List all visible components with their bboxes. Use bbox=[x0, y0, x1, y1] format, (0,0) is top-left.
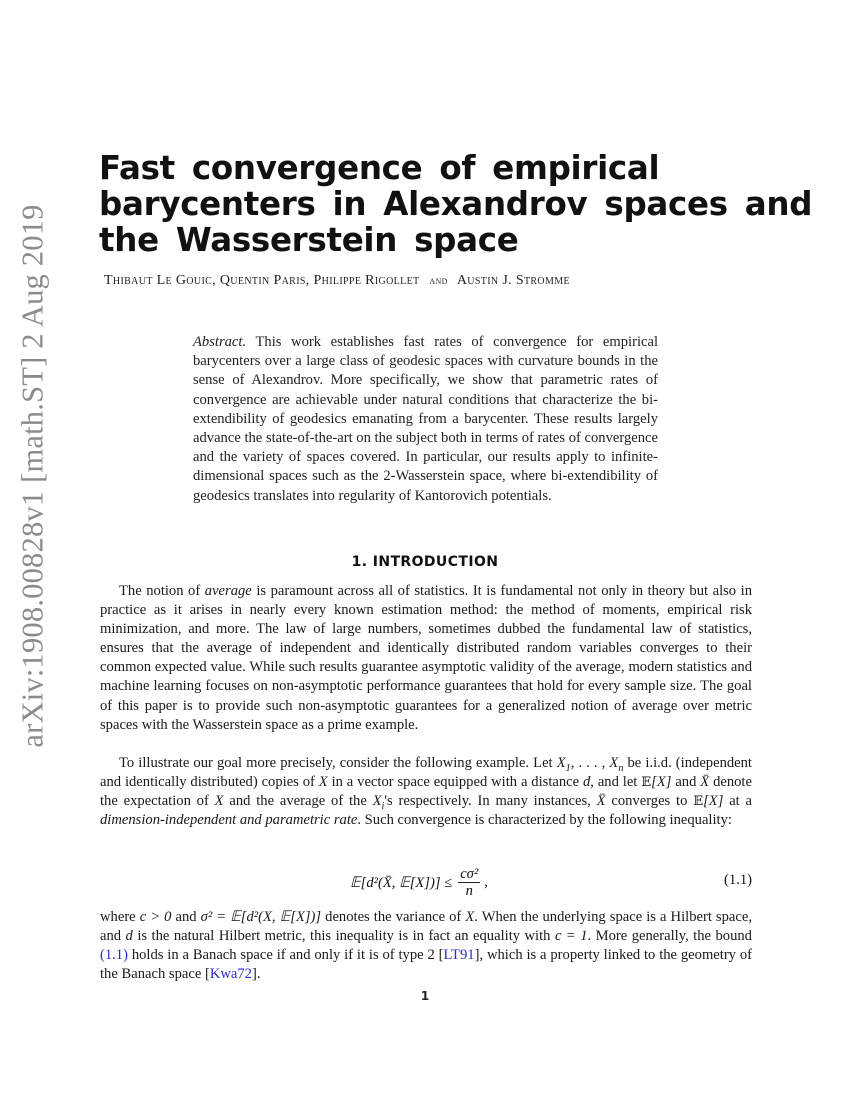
math-xn bbox=[609, 755, 624, 774]
math-x: X bbox=[465, 909, 475, 925]
math-xi bbox=[372, 793, 385, 813]
title-line-1: Fast convergence of empirical bbox=[99, 149, 660, 187]
math-symbol: X bbox=[372, 793, 382, 810]
intro-paragraph-1 bbox=[100, 582, 752, 735]
equation-body bbox=[350, 866, 488, 899]
text-run: The notion of bbox=[119, 583, 205, 599]
math-variance-def: σ² = 𝔼[d²(X, 𝔼[X])] bbox=[200, 909, 322, 925]
text-run: and bbox=[671, 774, 701, 791]
text-run: is the natural Hilbert metric, this inequality is in fact an equality with bbox=[132, 928, 555, 945]
text-run: be i.i.d. (independent and identically distributed) copies of bbox=[100, 755, 752, 791]
paper-title bbox=[99, 149, 813, 259]
arxiv-sidebar bbox=[15, 204, 50, 748]
author-list bbox=[104, 273, 724, 289]
math-expectation-arg: [X] bbox=[651, 774, 672, 791]
paragraph-text bbox=[100, 582, 752, 735]
equation-number: (1.1) bbox=[724, 872, 752, 888]
math-d: d bbox=[125, 928, 133, 945]
abstract-label: Abstract. bbox=[193, 334, 247, 350]
math-subscript: i bbox=[381, 801, 385, 813]
intro-paragraph-3 bbox=[100, 908, 752, 984]
authors-part-1: Thibaut Le Gouic, Quentin Paris, Philippe Rigollet bbox=[104, 273, 420, 288]
equation-1-1 bbox=[100, 866, 752, 899]
text-run: at a bbox=[723, 793, 753, 810]
bracket: ] bbox=[474, 947, 480, 964]
text-run: . More generally, the bound bbox=[587, 928, 752, 945]
emphasis-average: average bbox=[204, 583, 252, 599]
citation-link-kwa72[interactable]: Kwa72 bbox=[209, 966, 252, 983]
bracket: [ bbox=[204, 966, 210, 983]
citation-link-lt91[interactable]: LT91 bbox=[443, 947, 475, 964]
math-x1 bbox=[556, 755, 571, 774]
text-run: where bbox=[100, 909, 140, 925]
emphasis-rate: dimension-independent and parametric rate bbox=[100, 812, 358, 829]
intro-paragraph-2 bbox=[100, 754, 752, 830]
text-run: , which is a property linked to the geometry of the Banach space bbox=[100, 947, 752, 983]
text-run: and bbox=[171, 909, 201, 925]
math-xbar: X̄ bbox=[700, 774, 710, 791]
paragraph-text bbox=[100, 754, 752, 830]
math-xbar: X̄ bbox=[596, 793, 606, 810]
equation-ref-link[interactable]: (1.1) bbox=[100, 947, 128, 964]
fraction-denominator: n bbox=[465, 883, 473, 899]
paragraph-text bbox=[100, 908, 752, 984]
text-run: . bbox=[256, 966, 261, 983]
abstract-text: This work establishes fast rates of convergence for empirical barycenters over a large class of geodesic spaces with curvature bounds in the sense of Alexandrov. More specifically, we show that parametric rates of convergence are achievable under natural conditions that characterize the bi-extendibility of geodesics emanating from a barycenter. These results largely advance the state-of-the-art on the subject both in terms of rates of convergence and the variety of spaces covered. In particular, our results apply to infinite-dimensional spaces such as the 2-Wasserstein space, where bi-extendibility of geodesics translates into regularity of Kantorovich potentials. bbox=[193, 334, 659, 504]
text-run: converges to bbox=[605, 793, 694, 810]
math-expectation: 𝔼 bbox=[641, 775, 652, 791]
math-symbol: X bbox=[609, 755, 619, 771]
math-expectation: 𝔼 bbox=[693, 794, 704, 810]
text-run: and the average of the bbox=[223, 793, 373, 810]
equation-comma: , bbox=[484, 874, 488, 890]
fraction-numerator: cσ² bbox=[460, 866, 479, 882]
text-run: holds in a Banach space if and only if it is of type 2 bbox=[127, 947, 439, 964]
authors-part-2: Austin J. Stromme bbox=[456, 273, 570, 288]
equation-lhs: 𝔼[d²(X̄, 𝔼[X])] ≤ bbox=[350, 874, 453, 891]
math-x: X bbox=[318, 774, 328, 791]
math-expectation-arg: [X] bbox=[703, 793, 724, 810]
text-run: , . . . , bbox=[570, 755, 610, 771]
text-run: is paramount across all of statistics. It is fundamental not only in theory but also in practice as it arises in nearly every known estimation method: the method of moments, empirical risk minimization, and more. The law of large numbers, sometimes dubbed the fundamental law of statistics, ensures that the average of independent and identically distributed random variables converges to their common expected value. While such results guarantee asymptotic validity of the average, modern statistics and machine learning focuses on non-asymptotic performance guarantees that hold for every sample size. The goal of this paper is to provide such non-asymptotic guarantees for a generalized notion of average over metric spaces with the Wasserstein space as a prime example. bbox=[100, 583, 752, 733]
page-number: 1 bbox=[420, 989, 430, 1003]
equation-fraction bbox=[458, 866, 480, 899]
text-run: . Such convergence is characterized by the following inequality: bbox=[357, 812, 732, 829]
bracket: [ bbox=[438, 947, 444, 964]
abstract bbox=[193, 333, 658, 506]
math-c-equals-1: c = 1 bbox=[554, 928, 588, 945]
title-line-3: the Wasserstein space bbox=[99, 221, 519, 259]
bracket: ] bbox=[251, 966, 257, 983]
text-run: 's respectively. In many instances, bbox=[384, 793, 597, 810]
math-x: X bbox=[214, 793, 224, 810]
math-d: d bbox=[583, 774, 591, 791]
title-line-2: barycenters in Alexandrov spaces and bbox=[99, 185, 813, 223]
math-c-positive: c > 0 bbox=[139, 909, 172, 925]
text-run: To illustrate our goal more precisely, consider the following example. Let bbox=[119, 755, 557, 771]
math-subscript: 1 bbox=[565, 762, 571, 774]
arxiv-stamp: arXiv:1908.00828v1 [math.ST] 2 Aug 2019 bbox=[15, 204, 50, 748]
text-run: , and let bbox=[590, 774, 642, 791]
section-heading-introduction: 1. INTRODUCTION bbox=[351, 554, 499, 570]
text-run: denote the expectation of bbox=[100, 774, 752, 810]
math-subscript: n bbox=[618, 762, 624, 774]
authors-conjunction: and bbox=[429, 273, 448, 287]
text-run: in a vector space equipped with a distance bbox=[327, 774, 583, 791]
text-run: denotes the variance of bbox=[321, 909, 466, 925]
text-run: . When the underlying space is a Hilbert space, and bbox=[100, 909, 752, 945]
math-symbol: X bbox=[556, 755, 566, 771]
